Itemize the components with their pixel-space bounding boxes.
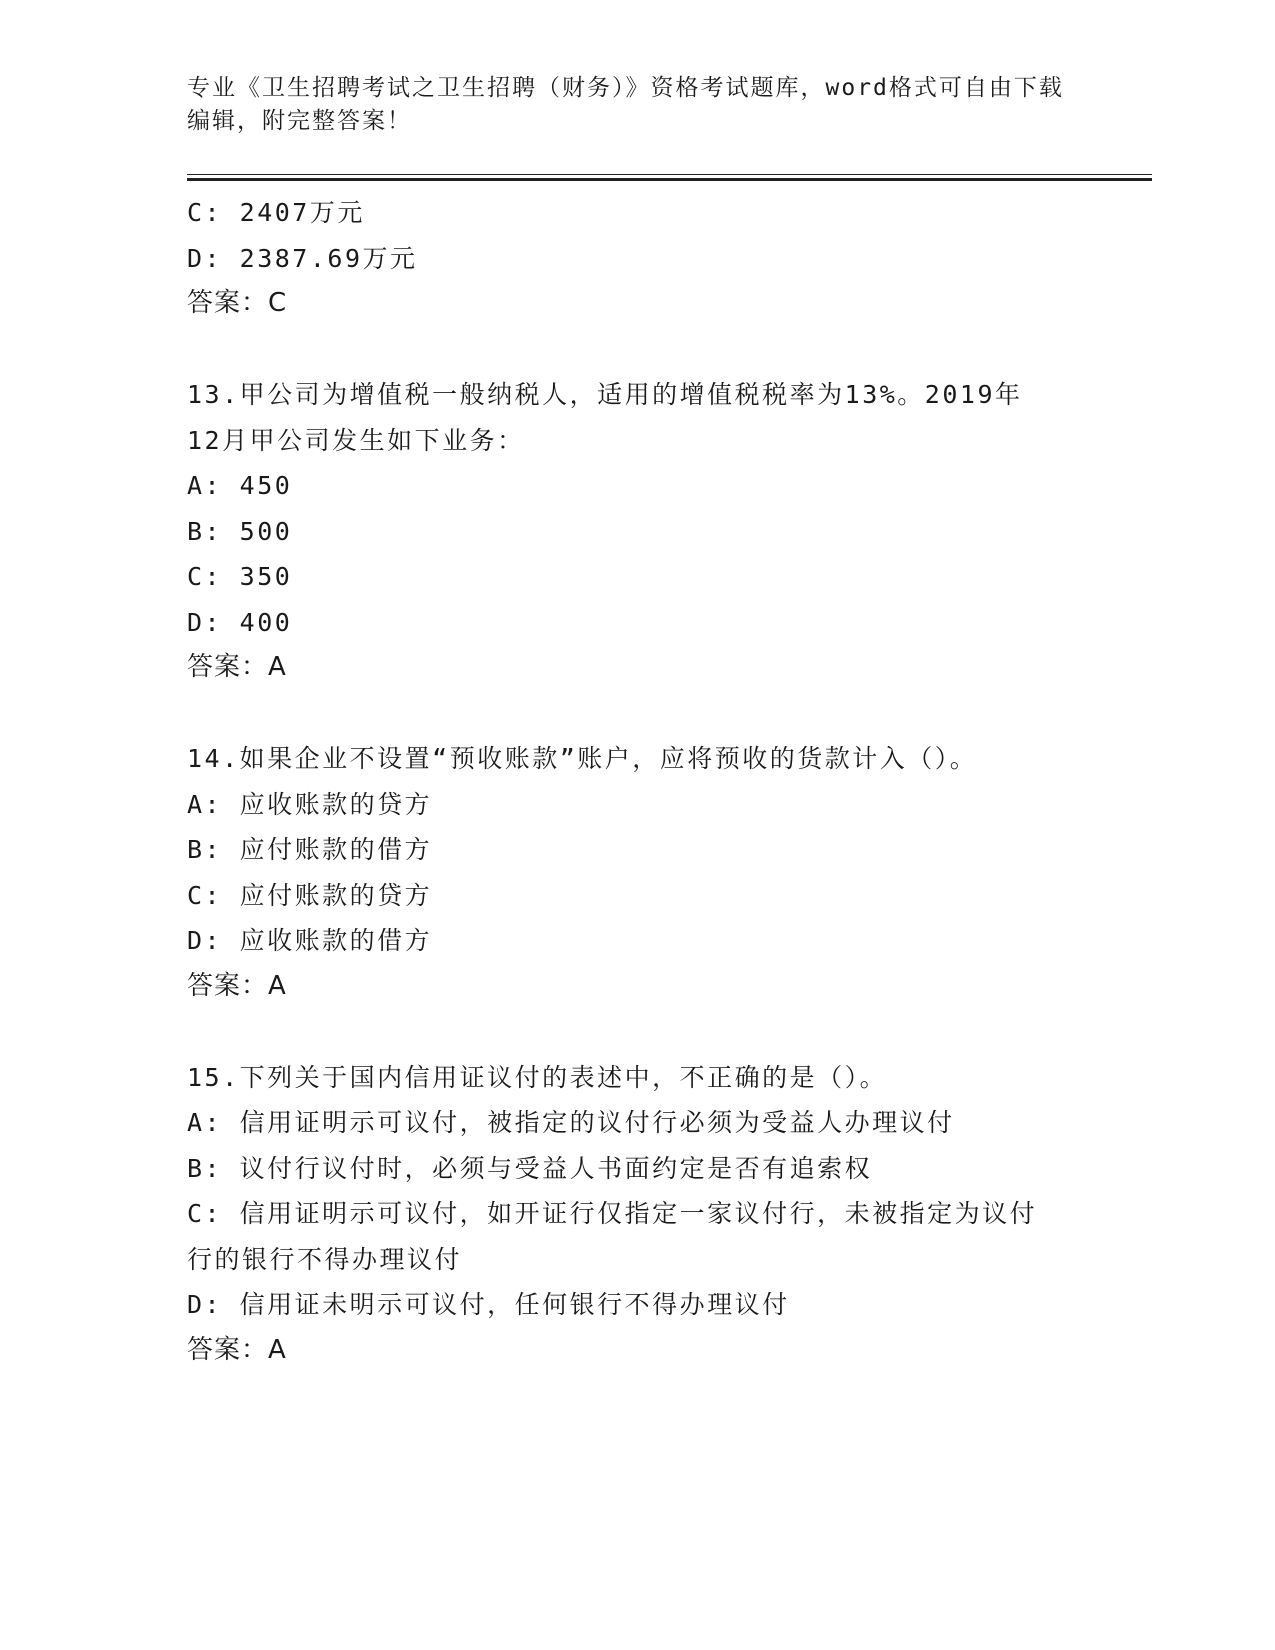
question-stem: 13.甲公司为增值税一般纳税人，适用的增值税税率为13%。2019年	[187, 380, 1023, 409]
answer-line: 答案：A	[187, 1334, 287, 1365]
question-15	[187, 1055, 1152, 1374]
header-line-1: 专业《卫生招聘考试之卫生招聘（财务）》资格考试题库，word格式可自由下载	[187, 75, 1064, 101]
question-14	[187, 736, 1152, 1009]
option-d: D: 400	[187, 607, 293, 637]
question-stem: 14.如果企业不设置“预收账款”账户，应将预收的货款计入（）。	[187, 744, 978, 773]
header-line-2: 编辑，附完整答案！	[187, 108, 412, 134]
question-stem-continued: 12月甲公司发生如下业务：	[187, 425, 525, 455]
spacer	[187, 1009, 1152, 1055]
option-d: D: 信用证未明示可议付，任何银行不得办理议付	[187, 1290, 790, 1319]
option-c: C: 信用证明示可议付，如开证行仅指定一家议付行，未被指定为议付	[187, 1199, 1038, 1228]
option-a: A: 450	[187, 471, 293, 500]
option-b: B: 应付账款的借方	[187, 835, 433, 864]
answer-line: 答案：A	[187, 970, 287, 1001]
header-divider-thick	[187, 178, 1152, 181]
option-c-continued: 行的银行不得办理议付	[187, 1244, 463, 1274]
question-12	[187, 190, 1152, 327]
answer-line: 答案：A	[187, 652, 287, 682]
option-c: C: 350	[187, 562, 293, 591]
spacer	[187, 691, 1152, 737]
question-stem: 15.下列关于国内信用证议付的表述中，不正确的是（）。	[187, 1062, 888, 1092]
option-d: D: 应收账款的借方	[187, 926, 433, 955]
header-divider-thin	[187, 174, 1152, 175]
option-d: D: 2387.69万元	[187, 243, 418, 273]
question-list	[187, 190, 1152, 1373]
answer-line: 答案：C	[187, 288, 288, 318]
option-c: C: 应付账款的贷方	[187, 880, 433, 910]
option-c: C: 2407万元	[187, 198, 365, 227]
document-header	[187, 72, 1087, 138]
option-a: A: 信用证明示可议付，被指定的议付行必须为受益人办理议付	[187, 1108, 955, 1137]
option-b: B: 议付行议付时，必须与受益人书面约定是否有追索权	[187, 1153, 873, 1183]
option-a: A: 应收账款的贷方	[187, 789, 433, 819]
question-13	[187, 372, 1152, 691]
spacer	[187, 327, 1152, 373]
option-b: B: 500	[187, 516, 293, 546]
